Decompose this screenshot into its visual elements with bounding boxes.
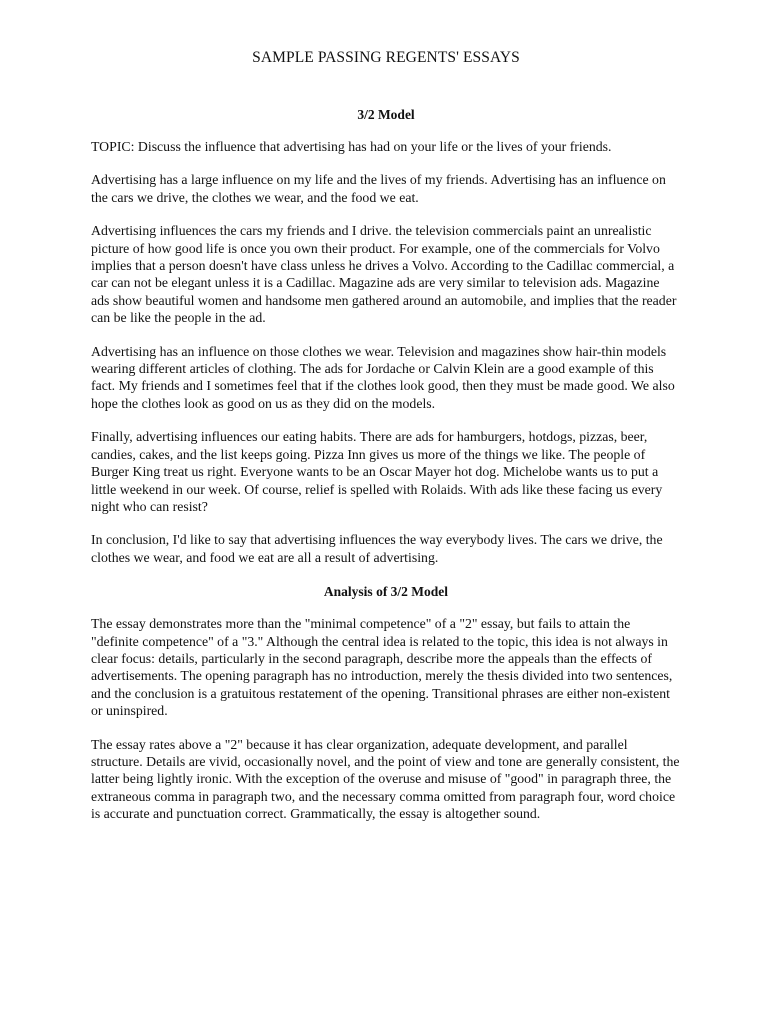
analysis-paragraph-1: The essay demonstrates more than the "minimal competence" of a "2" essay, but fails to attain the "definite competence" of a "3." Although the central idea is related to the topic, this idea is not always in clear focus: details, particularly in the second paragraph, describe more the appeals than the effects of advertisements. The opening paragraph has no introduction, merely the thesis divided into two sentences, and the conclusion is a gratuitous restatement of the opening. Transitional phrases are either non-existent or uninspired. bbox=[91, 616, 673, 719]
essay-paragraph-3: Advertising has an influence on those clothes we wear. Television and magazines show hair-thin models wearing different articles of clothing. The ads for Jordache or Calvin Klein are a good example of this fact. My friends and I sometimes feel that if the clothes look good, then they must be made good. We also hope the clothes look as good on us as they did on the models. bbox=[91, 343, 675, 411]
document-page bbox=[91, 48, 681, 823]
essay-paragraph-2: Advertising influences the cars my friends and I drive. the television commercials paint an unrealistic picture of how good life is once you own their product. For example, one of the commercials for Volvo implies that a person doesn't have class unless he drives a Volvo. According to the Cadillac commercial, a car can not be elegant unless it is a Cadillac. Magazine ads are very similar to television ads. Magazine ads show beautiful women and handsome men gathered around an automobile, and implies that the reader can be like the people in the ad. bbox=[91, 223, 677, 326]
analysis-paragraph-2: The essay rates above a "2" because it has clear organization, adequate development, and parallel structure. Details are vivid, occasionally novel, and the point of view and tone are generally consistent, the latter being lightly ironic. With the exception of the overuse and misuse of "good" in paragraph three, the extraneous comma in paragraph two, and the necessary comma omitted from paragraph four, word choice is accurate and punctuation correct. Grammatically, the essay is altogether sound. bbox=[91, 736, 680, 822]
model-heading: 3/2 Model bbox=[357, 107, 415, 122]
analysis-heading: Analysis of 3/2 Model bbox=[323, 584, 449, 600]
document-title: SAMPLE PASSING REGENTS' ESSAYS bbox=[252, 49, 520, 66]
essay-paragraph-5: In conclusion, I'd like to say that advertising influences the way everybody lives. The cars we drive, the clothes we wear, and food we eat are all a result of advertising. bbox=[91, 532, 663, 565]
topic-paragraph: TOPIC: Discuss the influence that advertising has had on your life or the lives of your friends. bbox=[91, 139, 612, 154]
essay-paragraph-1: Advertising has a large influence on my life and the lives of my friends. Advertising has an influence on the cars we drive, the clothes we wear, and the food we eat. bbox=[91, 172, 666, 205]
essay-paragraph-4: Finally, advertising influences our eating habits. There are ads for hamburgers, hotdogs, pizzas, beer, candies, cakes, and the list keeps going. Pizza Inn gives us more of the things we like. The people of Burger King treat us right. Everyone wants to be an Oscar Mayer hot dog. Michelobe wants us to put a little weekend in our week. Of course, relief is spelled with Rolaids. With ads like these facing us every night who can resist? bbox=[91, 429, 663, 514]
